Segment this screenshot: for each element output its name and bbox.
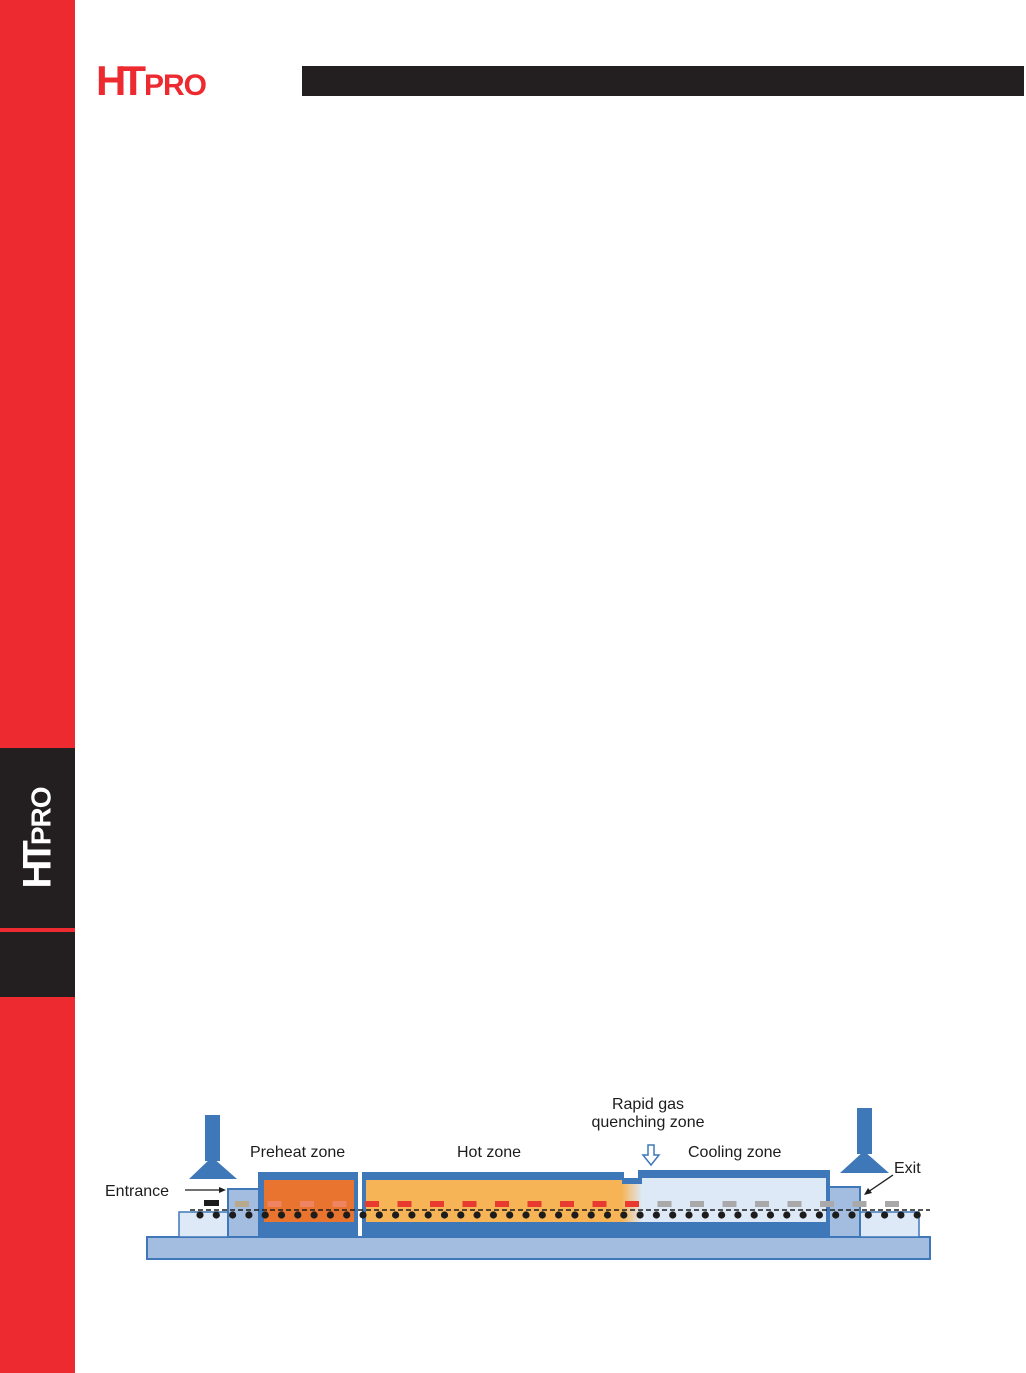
belt-part xyxy=(300,1201,314,1207)
belt-part xyxy=(333,1201,347,1207)
quench-zone-label-line1: Rapid gas xyxy=(611,1096,685,1113)
furnace-diagram xyxy=(95,1085,950,1275)
roller xyxy=(604,1211,611,1218)
roller xyxy=(425,1211,432,1218)
quench-down-arrow-icon xyxy=(643,1145,659,1165)
side-logo-pro: PRO xyxy=(25,787,57,846)
belt-part xyxy=(430,1201,444,1207)
roller xyxy=(816,1211,823,1218)
entrance-gas-arrow-icon xyxy=(189,1115,237,1179)
belt-part xyxy=(235,1201,249,1207)
belt-part xyxy=(365,1201,379,1207)
belt-part xyxy=(593,1201,607,1207)
roller xyxy=(522,1211,529,1218)
roller xyxy=(229,1211,236,1218)
roller xyxy=(376,1211,383,1218)
roller xyxy=(311,1211,318,1218)
roller xyxy=(865,1211,872,1218)
roller xyxy=(702,1211,709,1218)
roller xyxy=(881,1211,888,1218)
top-logo-pro: PRO xyxy=(144,69,207,102)
entrance-pointer-head-icon xyxy=(219,1187,226,1193)
roller xyxy=(571,1211,578,1218)
belt-part xyxy=(560,1201,574,1207)
belt-part xyxy=(885,1201,899,1207)
belt-part xyxy=(853,1201,867,1207)
roller xyxy=(457,1211,464,1218)
roller xyxy=(294,1211,301,1218)
roller xyxy=(751,1211,758,1218)
exit-pointer-icon xyxy=(868,1175,893,1192)
parts-group xyxy=(235,1201,899,1207)
belt-part xyxy=(788,1201,802,1207)
roller xyxy=(897,1211,904,1218)
roller xyxy=(245,1211,252,1218)
belt-part xyxy=(398,1201,412,1207)
roller xyxy=(196,1211,203,1218)
side-tab-lower xyxy=(0,932,75,997)
top-logo xyxy=(96,57,207,104)
roller xyxy=(914,1211,921,1218)
roller xyxy=(408,1211,415,1218)
roller xyxy=(278,1211,285,1218)
roller xyxy=(669,1211,676,1218)
base-platform xyxy=(147,1237,930,1259)
exit-vestibule xyxy=(828,1187,860,1237)
belt-part xyxy=(625,1201,639,1207)
roller xyxy=(653,1211,660,1218)
roller xyxy=(848,1211,855,1218)
roller xyxy=(718,1211,725,1218)
roller xyxy=(392,1211,399,1218)
roller xyxy=(441,1211,448,1218)
roller xyxy=(637,1211,644,1218)
quench-zone-label-line2: quenching zone xyxy=(591,1114,705,1131)
belt-part xyxy=(463,1201,477,1207)
roller xyxy=(262,1211,269,1218)
left-red-bar xyxy=(0,0,75,1373)
roller xyxy=(783,1211,790,1218)
roller xyxy=(327,1211,334,1218)
roller xyxy=(832,1211,839,1218)
roller xyxy=(620,1211,627,1218)
entering-part xyxy=(204,1200,219,1206)
side-logo-ht: HT xyxy=(15,845,60,889)
side-logo xyxy=(15,787,60,889)
preheat-zone-label: Preheat zone xyxy=(250,1144,346,1161)
belt-part xyxy=(723,1201,737,1207)
belt-part xyxy=(268,1201,282,1207)
roller xyxy=(539,1211,546,1218)
hot-zone-label: Hot zone xyxy=(457,1144,522,1161)
exit-pointer-head-icon xyxy=(864,1188,872,1195)
exit-label: Exit xyxy=(894,1160,921,1177)
roller xyxy=(343,1211,350,1218)
roller xyxy=(588,1211,595,1218)
roller xyxy=(767,1211,774,1218)
belt-part xyxy=(820,1201,834,1207)
belt-part xyxy=(690,1201,704,1207)
roller xyxy=(685,1211,692,1218)
roller xyxy=(359,1211,366,1218)
header-bar xyxy=(302,66,1024,96)
belt-part xyxy=(755,1201,769,1207)
furnace-diagram-svg xyxy=(95,1085,950,1275)
roller xyxy=(490,1211,497,1218)
roller xyxy=(213,1211,220,1218)
exit-gas-arrow-icon xyxy=(840,1108,889,1173)
roller xyxy=(800,1211,807,1218)
entrance-label: Entrance xyxy=(105,1183,170,1200)
belt-part xyxy=(495,1201,509,1207)
roller xyxy=(506,1211,513,1218)
entrance-pad xyxy=(179,1212,234,1237)
side-logo-container xyxy=(0,748,75,928)
top-logo-ht: HT xyxy=(96,57,140,104)
roller xyxy=(555,1211,562,1218)
belt-part xyxy=(658,1201,672,1207)
cooling-zone-label: Cooling zone xyxy=(688,1144,782,1161)
roller xyxy=(474,1211,481,1218)
roller xyxy=(734,1211,741,1218)
belt-part xyxy=(528,1201,542,1207)
